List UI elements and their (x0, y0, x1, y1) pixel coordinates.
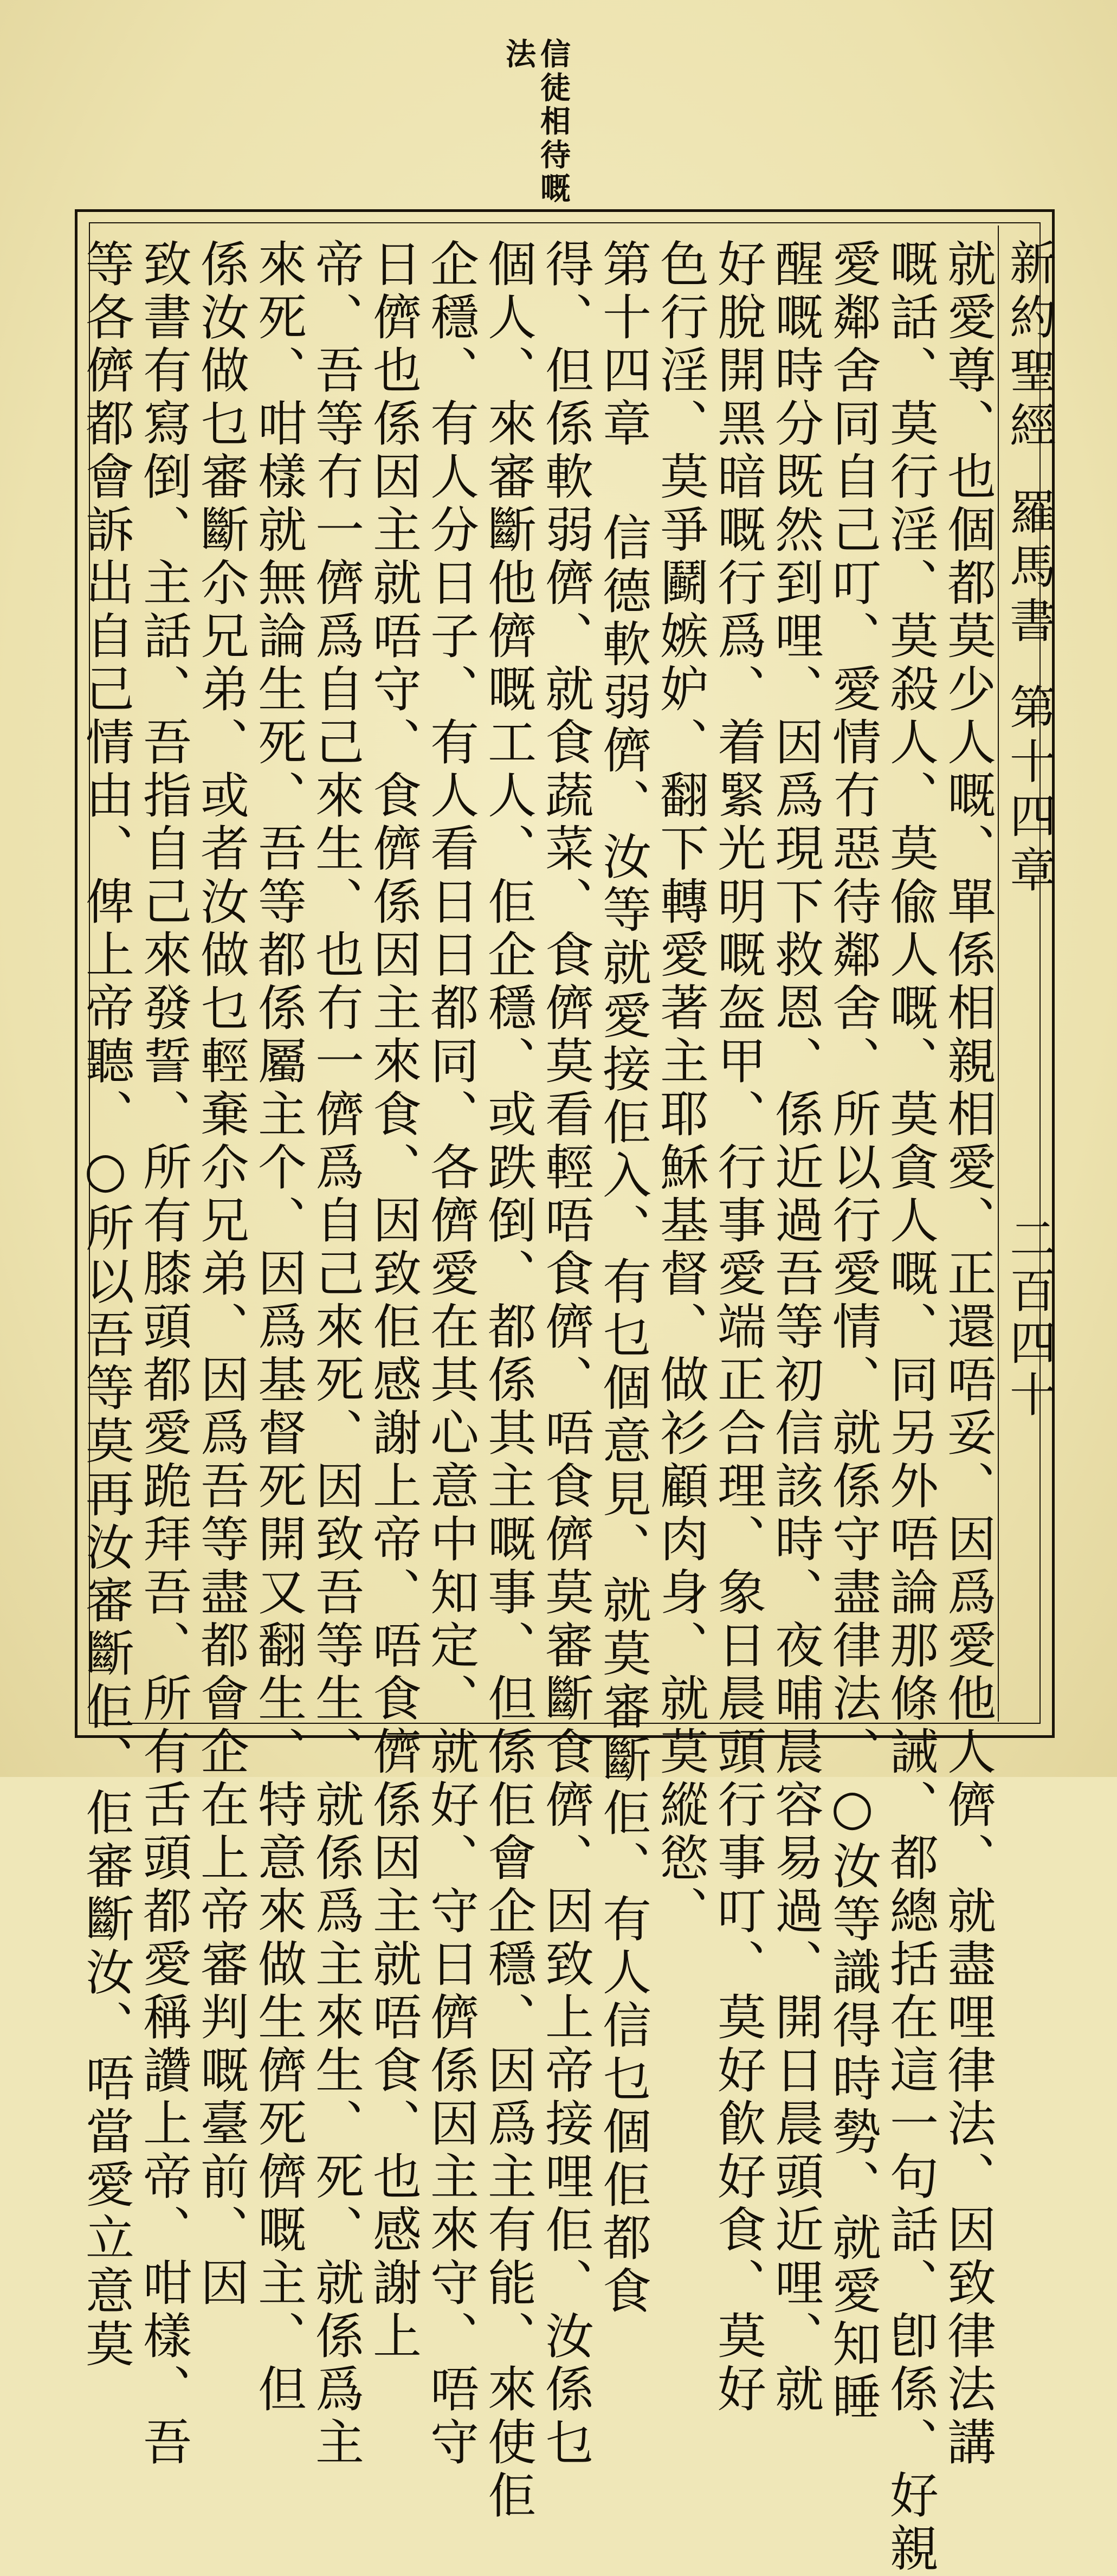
text-column: 日儕也係因主就唔守、食儕係因主來食、因致佢感謝上帝、唔食儕係因主就唔食、也感謝上 (364, 239, 421, 2364)
text-column: 第十四章 信德軟弱儕、汝等就愛接佢入、有乜個意見、就莫審斷佢、有人信乜個佢都食 (594, 239, 651, 2319)
chapter-label: 第十四章 (1002, 683, 1056, 900)
text-column: 個人、來審斷他儕嘅工人、佢企穩、或跌倒、都係其主嘅事、但係佢會企穩、因爲主有能、來使佢 (479, 239, 536, 2523)
text-column: 等各儕都會訴出自己情由、俾上帝聽、○所以吾等莫再汝審斷佢、佢審斷汝、唔當愛立意莫 (77, 239, 134, 2372)
epistle-title: 羅馬書 (1002, 488, 1056, 651)
text-column: 來死、咁樣就無論生死、吾等都係屬主个、因爲基督死開又翻生、特意來做生儕死儕嘅主、但 (249, 239, 306, 2417)
text-column: 色行淫、莫爭鬬嫉妒、翻下轉愛著主耶穌基督、做衫顧肉身、就莫縱慾、 (651, 239, 708, 1939)
text-column: 就愛尊、也個都莫少人嘅、單係相親相愛、正還唔妥、因爲愛他人儕、就盡哩律法、因致律法講 (939, 239, 996, 2470)
book-title: 新約聖經 (1002, 239, 1056, 455)
margin-note-line-2: 法 (501, 38, 537, 72)
text-column: 醒嘅時分既然到哩、因爲現下救恩、係近過吾等初信該時、夜晡晨容易過、開日晨頭近哩、就 (766, 239, 823, 2417)
text-column: 致書有寫倒、主話、吾指自己來發誓、所有膝頭都愛跪拜吾、所有舌頭都愛稱讚上帝、咁樣、吾 (134, 239, 191, 2470)
text-column: 帝、吾等冇一儕爲自己來生、也冇一儕爲自己來死、因致吾等生、就係爲主來生、死、就係爲主 (307, 239, 364, 2470)
text-column: 好脫開黑暗嘅行爲、着緊光明嘅盔甲、行事愛端正合理、象日晨頭行事叮、莫好飮好食、莫好 (709, 239, 766, 2417)
text-column: 愛鄰舍同自己叮、愛情冇惡待鄰舍、所以行愛情、就係守盡律法、○汝等識得時勢、就愛知睡 (824, 239, 881, 2425)
running-header (1002, 239, 1056, 900)
text-column: 嘅話、莫行淫、莫殺人、莫偸人嘅、莫貪人嘅、同另外唔論那條誡、都總括在這一句話、卽係、好親 (881, 239, 938, 2576)
text-column: 企穩、有人分日子、有人看日日都同、各儕愛在其心意中知定、就好、守日儕係因主來守、唔守 (422, 239, 479, 2470)
text-column: 得、但係軟弱儕、就食蔬菜、食儕莫看輕唔食儕、唔食儕莫審斷食儕、因致上帝接哩佢、汝係乜 (537, 239, 593, 2470)
text-column: 係汝做乜審斷尒兄弟、或者汝做乜輕棄尒兄弟、因爲吾等盡都會企在上帝審判嘅臺前、因 (192, 239, 249, 2310)
header-divider (998, 226, 999, 1722)
page-number: 二百四十 (1002, 1214, 1056, 1422)
margin-note-line-1: 信徒相待嘅 (535, 38, 571, 206)
